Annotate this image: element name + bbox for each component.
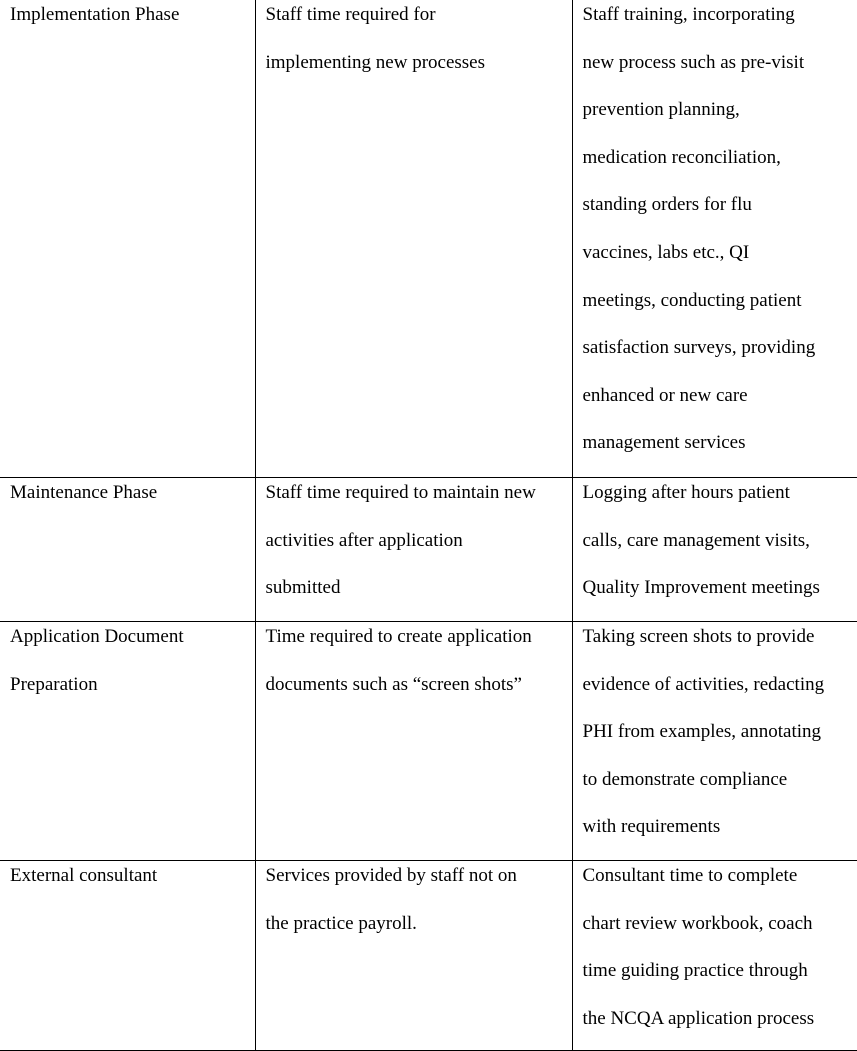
table-row [0, 478, 857, 622]
table-row [0, 861, 857, 1051]
examples-text: Taking screen shots to provide evidence of activities, redacting PHI from examples, annotating to demonstrate compliance with requirements [582, 626, 825, 838]
description-text: Staff time required for implementing new processes [265, 4, 486, 73]
description-text: Staff time required to maintain new activities after application submitted [265, 482, 536, 599]
category-cell [0, 622, 255, 861]
category-text: External consultant [10, 865, 158, 886]
description-cell [255, 622, 572, 861]
description-cell [255, 478, 572, 622]
description-cell [255, 861, 572, 1051]
examples-text: Logging after hours patient calls, care management visits, Quality Improvement meetings [582, 482, 820, 599]
category-text: Maintenance Phase [10, 482, 158, 503]
examples-cell [572, 861, 857, 1051]
examples-cell [572, 478, 857, 622]
category-cell [0, 861, 255, 1051]
category-cell [0, 478, 255, 622]
examples-cell [572, 0, 857, 478]
examples-text: Consultant time to complete chart review workbook, coach time guiding practice through the NCQA application process [582, 865, 815, 1029]
description-text: Services provided by staff not on the practice payroll. [265, 865, 517, 934]
examples-cell [572, 622, 857, 861]
category-cell [0, 0, 255, 478]
examples-text: Staff training, incorporating new process such as pre-visit prevention planning, medication reconciliation, standing orders for flu vaccines, labs etc., QI meetings, conducting patient satisfaction surveys, providing enhanced or new care management services [582, 4, 816, 454]
category-text: Application Document Preparation [10, 626, 184, 695]
description-text: Time required to create application documents such as “screen shots” [265, 626, 532, 695]
table-row [0, 0, 857, 478]
description-cell [255, 0, 572, 478]
category-text: Implementation Phase [10, 4, 180, 25]
table-row [0, 622, 857, 861]
